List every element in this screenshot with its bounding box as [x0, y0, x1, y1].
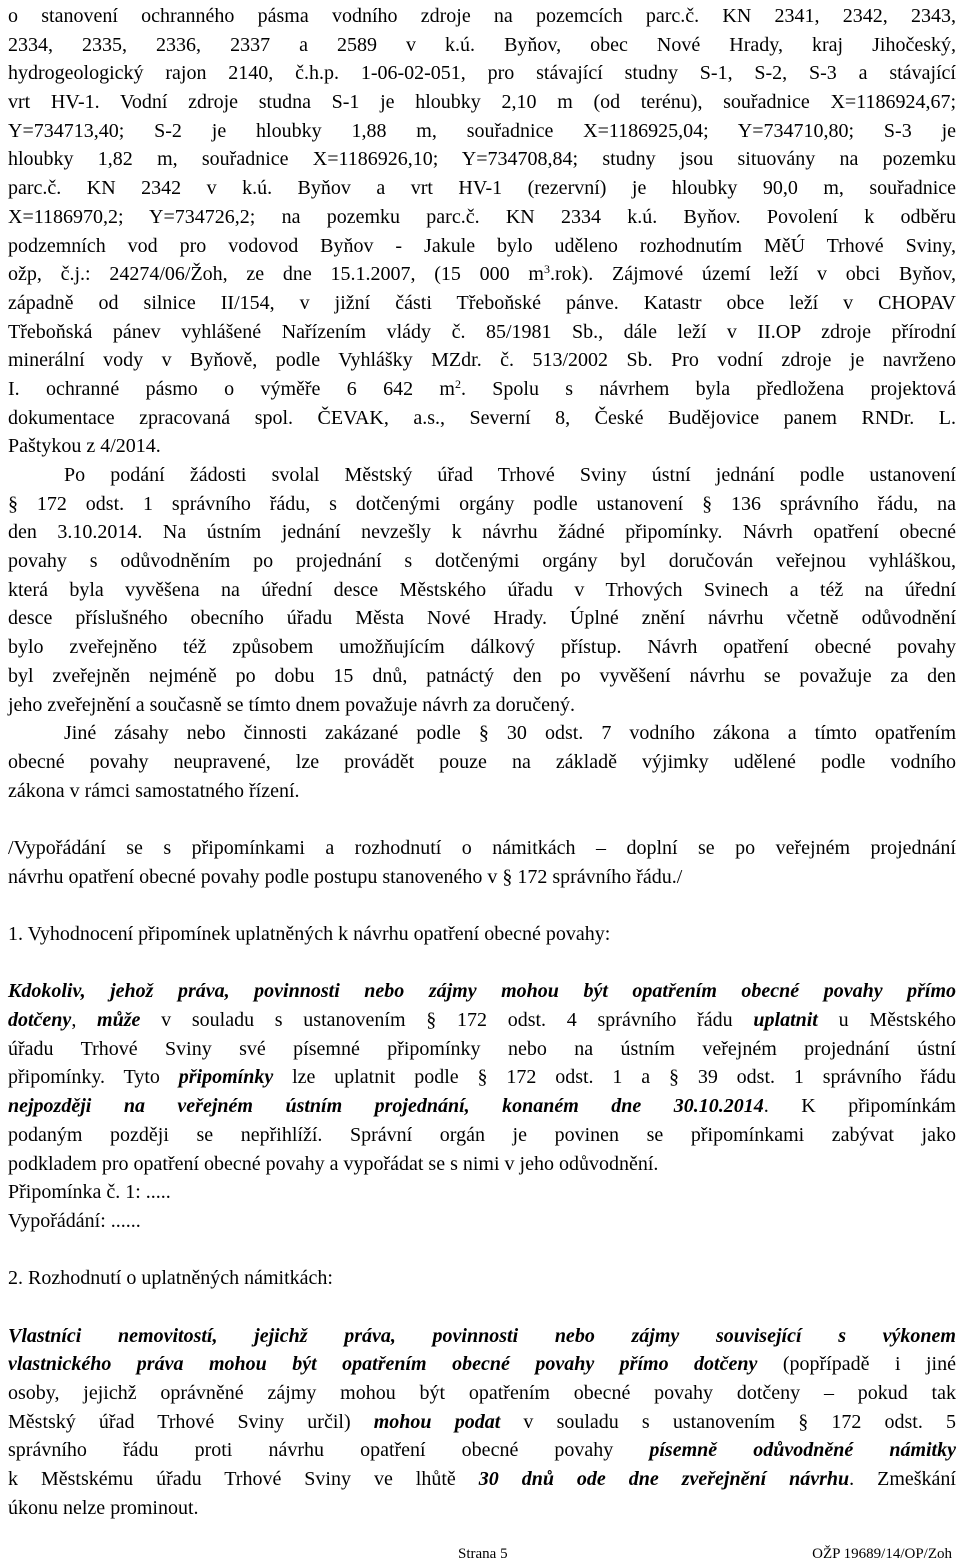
text-line: minerální vody v Byňově, podle Vyhlášky MZdr. č. 513/2002 Sb. Pro vodní zdroje je navrženo	[8, 349, 956, 372]
emphasis: nejpozději na veřejném ústním projednání, konaném dne 30.10.2014	[8, 1095, 764, 1118]
text-segment: Městský úřad Trhové Sviny určil)	[8, 1410, 374, 1433]
text-line: podaným později se nepřihlíží. Správní orgán je povinen se připomínkami zabývat jako	[8, 1123, 956, 1146]
text-line: Po podání žádosti svolal Městský úřad Trhové Sviny ústní jednání podle ustanovení	[64, 464, 956, 486]
text-line	[8, 1465, 956, 1494]
text-segment: . K připomínkám	[763, 1095, 956, 1118]
text-line: podzemních vod pro vodovod Byňov - Jakule bylo uděleno rozhodnutím MěÚ Trhové Sviny,	[8, 234, 956, 257]
text-line: úkonu nelze prominout.	[8, 1496, 199, 1519]
page-footer	[0, 1545, 960, 1563]
emphasis: mohou podat	[373, 1410, 501, 1433]
text-line: parc.č. KN 2342 v k.ú. Byňov a vrt HV-1 (rezervní) je hloubky 90,0 m, souřadnice	[8, 177, 956, 200]
text-line: návrhu opatření obecné povahy podle postupu stanoveného v § 172 správního řádu./	[8, 865, 683, 888]
text-line: o stanovení ochranného pásma vodního zdroje na pozemcích parc.č. KN 2341, 2342, 2343,	[8, 5, 956, 27]
text-segment: připomínky. Tyto	[8, 1066, 179, 1089]
emphasis: písemně odůvodněné námitky	[649, 1439, 956, 1462]
text-line: která byla vyvěšena na úřední desce Městského úřadu v Trhových Svinech a též na úřední	[8, 578, 956, 601]
text-line: hydrogeologický rajon 2140, č.h.p. 1-06-02-051, pro stávající studny S-1, S-2, S-3 a stávající	[8, 62, 956, 85]
text-segment: . Spolu s návrhem byla předložena projektová	[460, 377, 956, 400]
emphasis: vlastnického práva mohou být opatřením obecné povahy přímo dotčeny	[8, 1353, 758, 1376]
emphasis: 30 dnů ode dne zveřejnění návrhu	[478, 1468, 850, 1491]
text-line	[8, 375, 956, 404]
emphasis: dotčeny	[8, 1009, 72, 1032]
text-line: den 3.10.2014. Na ústním jednání nevzešly k návrhu žádné připomínky. Návrh opatření obecné	[8, 521, 956, 544]
spacer	[8, 891, 956, 920]
text-line: bylo zveřejněno též způsobem umožňujícím dálkový přístup. Návrh opatření obecné povahy	[8, 636, 956, 659]
text-segment: (popřípadě i jiné	[757, 1353, 956, 1376]
text-segment: I. ochranné pásmo o výměře 6 642 m	[8, 377, 455, 400]
text-line: Vlastníci nemovitostí, jejichž práva, povinnosti nebo zájmy související s výkonem	[8, 1324, 956, 1347]
text-line: Paštykou z 4/2014.	[8, 435, 161, 458]
section-heading-objections: 2. Rozhodnutí o uplatněných námitkách:	[8, 1267, 333, 1290]
spacer	[8, 1236, 956, 1265]
comment-label: Připomínka č. 1: .....	[8, 1181, 171, 1204]
text-line: /Vypořádání se s připomínkami a rozhodnutí o námitkách – doplní se po veřejném projednání	[8, 836, 956, 859]
text-segment: u Městského	[817, 1009, 956, 1032]
text-line	[8, 1408, 956, 1437]
text-segment: správního řádu proti návrhu opatření obecné povahy	[8, 1439, 650, 1462]
text-line: X=1186970,2; Y=734726,2; na pozemku parc.č. KN 2334 k.ú. Byňov. Povolení k odběru	[8, 205, 956, 228]
text-line	[8, 1063, 956, 1092]
text-segment: ožp, č.j.: 24274/06/Žoh, ze dne 15.1.2007, (15 000 m	[8, 263, 544, 286]
section-objections-body	[8, 1322, 956, 1523]
note-settlement	[8, 834, 956, 891]
text-line: Y=734713,40; S-2 je hloubky 1,88 m, souřadnice X=1186925,04; Y=734710,80; S-3 je	[8, 119, 956, 142]
paragraph-prohibited-activities	[8, 719, 956, 805]
text-segment: v souladu s ustanovením § 172 odst. 5	[500, 1410, 957, 1433]
text-line: jeho zveřejnění a současně se tímto dnem považuje návrh za doručený.	[8, 693, 576, 716]
section-comments-body	[8, 977, 956, 1235]
text-line	[8, 1350, 956, 1379]
text-line: Třeboňská pánev vyhlášené Nařízením vlády č. 85/1981 Sb., dále leží v II.OP zdroje přírodní	[8, 320, 956, 343]
section-heading-comments: 1. Vyhodnocení připomínek uplatněných k návrhu opatření obecné povahy:	[8, 923, 611, 945]
text-segment: . Zmeškání	[849, 1468, 956, 1491]
paragraph-protection-zone	[8, 2, 956, 461]
emphasis: připomínky	[178, 1066, 274, 1089]
text-line: osoby, jejichž oprávněné zájmy mohou být opatřením obecné povahy dotčeny – pokud tak	[8, 1382, 956, 1404]
document-page	[8, 2, 956, 1522]
text-line: hloubky 1,82 m, souřadnice X=1186926,10; Y=734708,84; studny jsou situovány na pozemku	[8, 148, 956, 171]
text-line	[8, 1006, 956, 1035]
text-segment: .rok). Zájmové území leží v obci Byňov,	[549, 263, 956, 286]
paragraph-proceedings	[8, 461, 956, 719]
text-line: povahy s odůvodněním po projednání s dotčenými orgány byl doručován veřejnou vyhláškou,	[8, 550, 956, 573]
text-line	[8, 1092, 956, 1121]
text-line	[8, 260, 956, 289]
superscript: 2	[454, 376, 461, 391]
text-segment: k Městskému úřadu Trhové Sviny ve lhůtě	[8, 1468, 479, 1491]
spacer	[8, 949, 956, 978]
text-segment: ,	[71, 1009, 98, 1032]
spacer	[8, 805, 956, 834]
emphasis: může	[97, 1009, 141, 1032]
text-line: Jiné zásahy nebo činnosti zakázané podle § 30 odst. 7 vodního zákona a tímto opatřením	[64, 722, 956, 745]
text-segment: v souladu s ustanovením § 172 odst. 4 správního řádu	[140, 1009, 754, 1032]
emphasis: uplatnit	[753, 1009, 818, 1032]
text-line: byl zveřejněn nejméně po dobu 15 dnů, patnáctý den po vyvěšení návrhu se považuje za den	[8, 664, 956, 687]
text-line: západně od silnice II/154, v jižní části Třeboňské pánve. Katastr obce leží v CHOPAV	[8, 291, 956, 314]
text-line: vrt HV-1. Vodní zdroje studna S-1 je hloubky 2,10 m (od terénu), souřadnice X=1186924,67;	[8, 91, 956, 114]
text-line: desce příslušného obecního úřadu Města Nové Hrady. Úplné znění návrhu včetně odůvodnění	[8, 607, 956, 630]
text-line	[8, 1436, 956, 1465]
text-line: 2334, 2335, 2336, 2337 a 2589 v k.ú. Byňov, obec Nové Hrady, kraj Jihočeský,	[8, 33, 956, 56]
text-line: podkladem pro opatření obecné povahy a vypořádat se s nimi v jeho odůvodnění.	[8, 1152, 659, 1175]
text-line: § 172 odst. 1 správního řádu, s dotčenými orgány podle ustanovení § 136 správního řádu, na	[8, 492, 956, 515]
page-number: Strana 5	[458, 1546, 508, 1562]
text-line: Kdokoliv, jehož práva, povinnosti nebo zájmy mohou být opatřením obecné povahy přímo	[8, 980, 956, 1003]
text-segment: lze uplatnit podle § 172 odst. 1 a § 39 odst. 1 správního řádu	[273, 1066, 956, 1089]
text-line: obecné povahy neupravené, lze provádět pouze na základě výjimky udělené podle vodního	[8, 750, 956, 773]
text-line: zákona v rámci samostatného řízení.	[8, 779, 300, 802]
superscript: 3	[543, 262, 550, 277]
document-reference: OŽP 19689/14/OP/Zoh	[812, 1546, 952, 1562]
spacer	[8, 1293, 956, 1322]
text-line: úřadu Trhové Sviny své písemné připomínky nebo na ústním veřejném projednání ústní	[8, 1037, 956, 1060]
text-line: dokumentace zpracovaná spol. ČEVAK, a.s., Severní 8, České Budějovice panem RNDr. L.	[8, 406, 956, 429]
settlement-label: Vypořádání: ......	[8, 1209, 141, 1232]
